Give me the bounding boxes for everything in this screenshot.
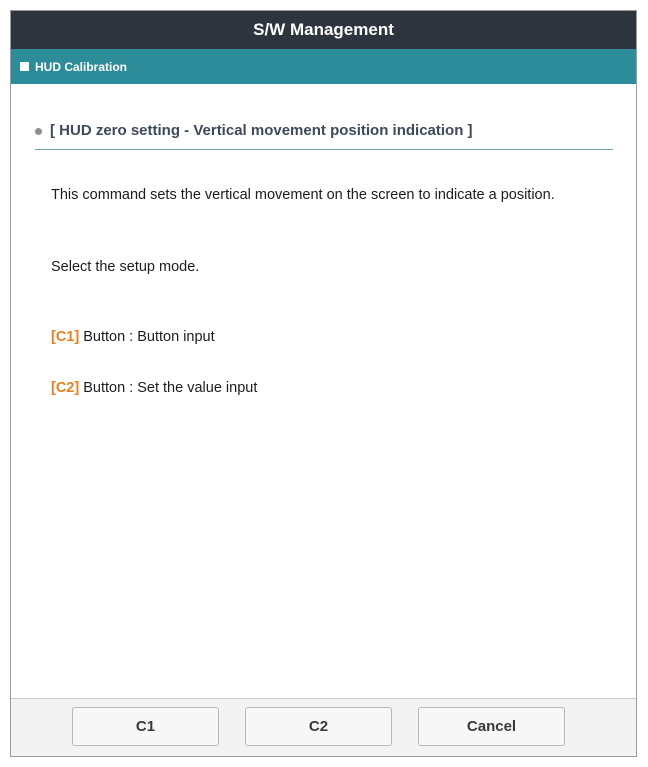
- window-title: S/W Management: [11, 11, 636, 49]
- button-bar: [11, 698, 636, 756]
- option-c2-key: [C2]: [51, 380, 80, 396]
- option-c1-text: Button : Button input: [79, 329, 215, 345]
- instruction-text: Select the setup mode.: [51, 259, 200, 275]
- option-c1: [51, 325, 591, 350]
- sw-management-dialog: [10, 10, 637, 757]
- option-c1-key: [C1]: [51, 329, 80, 345]
- content-area: [11, 84, 636, 700]
- section-label: HUD Calibration: [35, 59, 128, 74]
- bullet-dot-icon: [35, 128, 42, 135]
- option-c2-text: Button : Set the value input: [79, 380, 258, 396]
- option-c2: [51, 376, 591, 401]
- procedure-heading: [35, 120, 613, 150]
- cancel-button[interactable]: Cancel: [418, 707, 565, 746]
- c1-button[interactable]: C1: [72, 707, 219, 746]
- section-header: [11, 49, 636, 84]
- heading-text: [ HUD zero setting - Vertical movement position indication ]: [50, 122, 473, 139]
- description-text: This command sets the vertical movement on the screen to indicate a position.: [51, 187, 555, 203]
- square-bullet-icon: [20, 62, 29, 71]
- c2-button[interactable]: C2: [245, 707, 392, 746]
